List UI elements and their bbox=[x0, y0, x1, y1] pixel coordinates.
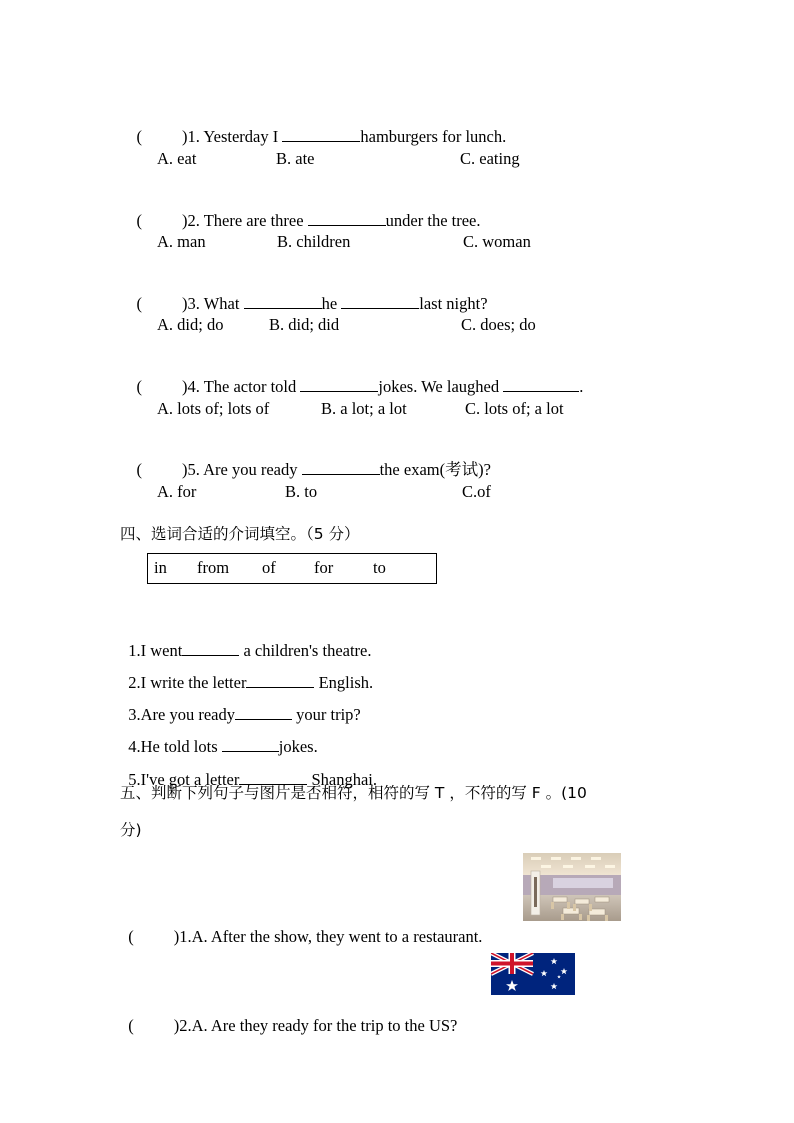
answer-blank-2[interactable] bbox=[341, 294, 419, 309]
fill-item-text-post: Shanghai. bbox=[307, 770, 378, 789]
option-b[interactable]: B. ate bbox=[276, 149, 315, 168]
option-c[interactable]: C. does; do bbox=[461, 315, 536, 334]
answer-blank[interactable] bbox=[300, 377, 378, 392]
fill-item-text-post: a children's theatre. bbox=[239, 641, 372, 660]
option-a[interactable]: A. did; do bbox=[157, 315, 224, 334]
fill-item-text-post: English. bbox=[314, 673, 374, 692]
option-a[interactable]: A. eat bbox=[157, 149, 197, 168]
section-5-heading: 五、判断下列句子与图片是否相符，相符的写 T ，不符的写 F 。(10 bbox=[120, 784, 587, 802]
question-text: 4. The actor told bbox=[187, 377, 301, 396]
word-bank-item: to bbox=[373, 558, 386, 577]
fill-item-text-post: your trip? bbox=[292, 705, 361, 724]
paren-open: ( bbox=[136, 460, 142, 479]
question-text-post: . bbox=[579, 377, 584, 396]
judge-item-2 bbox=[120, 996, 457, 1036]
option-b[interactable]: B. did; did bbox=[269, 315, 340, 334]
word-bank-item: from bbox=[197, 558, 230, 577]
paren-close: ) bbox=[182, 211, 188, 230]
answer-blank[interactable] bbox=[282, 127, 360, 142]
question-text-post: under the tree. bbox=[385, 211, 481, 230]
fill-item-text-post: jokes. bbox=[278, 737, 318, 756]
judge-text: 2.A. Are they ready for the trip to the US? bbox=[179, 1016, 458, 1035]
paren-close: ) bbox=[173, 1016, 180, 1035]
question-text: 5. Are you ready bbox=[187, 460, 302, 479]
option-c[interactable]: C. lots of; a lot bbox=[465, 399, 564, 418]
paren-close: ) bbox=[173, 927, 180, 946]
restaurant-photo bbox=[523, 853, 621, 921]
section-4-heading: 四、选词合适的介词填空。（5 分） bbox=[120, 525, 360, 543]
question-text: 3. What bbox=[187, 294, 244, 313]
word-bank-item: in bbox=[154, 558, 167, 577]
judge-text: 1.A. After the show, they went to a restaurant. bbox=[179, 927, 483, 946]
paren-close: ) bbox=[182, 294, 188, 313]
paren-open: ( bbox=[136, 377, 142, 396]
option-c[interactable]: C.of bbox=[462, 482, 491, 501]
option-b[interactable]: B. to bbox=[285, 482, 318, 501]
australia-flag bbox=[491, 953, 575, 995]
paren-close: ) bbox=[182, 460, 188, 479]
question-text-post: the exam(考试)? bbox=[379, 460, 491, 479]
question-text-post: hamburgers for lunch. bbox=[360, 127, 507, 146]
question-text-post: last night? bbox=[419, 294, 488, 313]
option-b[interactable]: B. a lot; a lot bbox=[321, 399, 407, 418]
word-bank bbox=[147, 553, 437, 584]
fill-item-text: 2.I write the letter bbox=[128, 673, 247, 692]
paren-open: ( bbox=[136, 294, 142, 313]
judge-item-1 bbox=[120, 907, 482, 947]
paren-close: ) bbox=[182, 127, 188, 146]
fill-item-text: 1.I went bbox=[128, 641, 183, 660]
answer-blank[interactable] bbox=[302, 460, 380, 475]
answer-blank-2[interactable] bbox=[503, 377, 579, 392]
option-a[interactable]: A. lots of; lots of bbox=[157, 399, 270, 418]
option-a[interactable]: A. for bbox=[157, 482, 197, 501]
fill-item-text: 4.He told lots bbox=[128, 737, 222, 756]
word-bank-item: for bbox=[314, 558, 334, 577]
paren-open: ( bbox=[136, 127, 142, 146]
fill-item-text: 5.I've got a letter bbox=[128, 770, 240, 789]
fill-item-text: 3.Are you ready bbox=[128, 705, 236, 724]
paren-open: ( bbox=[128, 1016, 134, 1035]
question-text-mid: jokes. We laughed bbox=[378, 377, 504, 396]
question-text: 1. Yesterday I bbox=[187, 127, 283, 146]
question-text: 2. There are three bbox=[187, 211, 308, 230]
option-c[interactable]: C. eating bbox=[460, 149, 520, 168]
paren-close: ) bbox=[182, 377, 188, 396]
question-text-mid: he bbox=[321, 294, 342, 313]
answer-blank[interactable] bbox=[308, 211, 386, 226]
word-bank-item: of bbox=[262, 558, 276, 577]
paren-open: ( bbox=[128, 927, 134, 946]
option-c[interactable]: C. woman bbox=[463, 232, 531, 251]
paren-open: ( bbox=[136, 211, 142, 230]
option-a[interactable]: A. man bbox=[157, 232, 206, 251]
section-5-heading-cont: 分) bbox=[120, 821, 142, 839]
option-b[interactable]: B. children bbox=[277, 232, 351, 251]
answer-blank[interactable] bbox=[244, 294, 322, 309]
